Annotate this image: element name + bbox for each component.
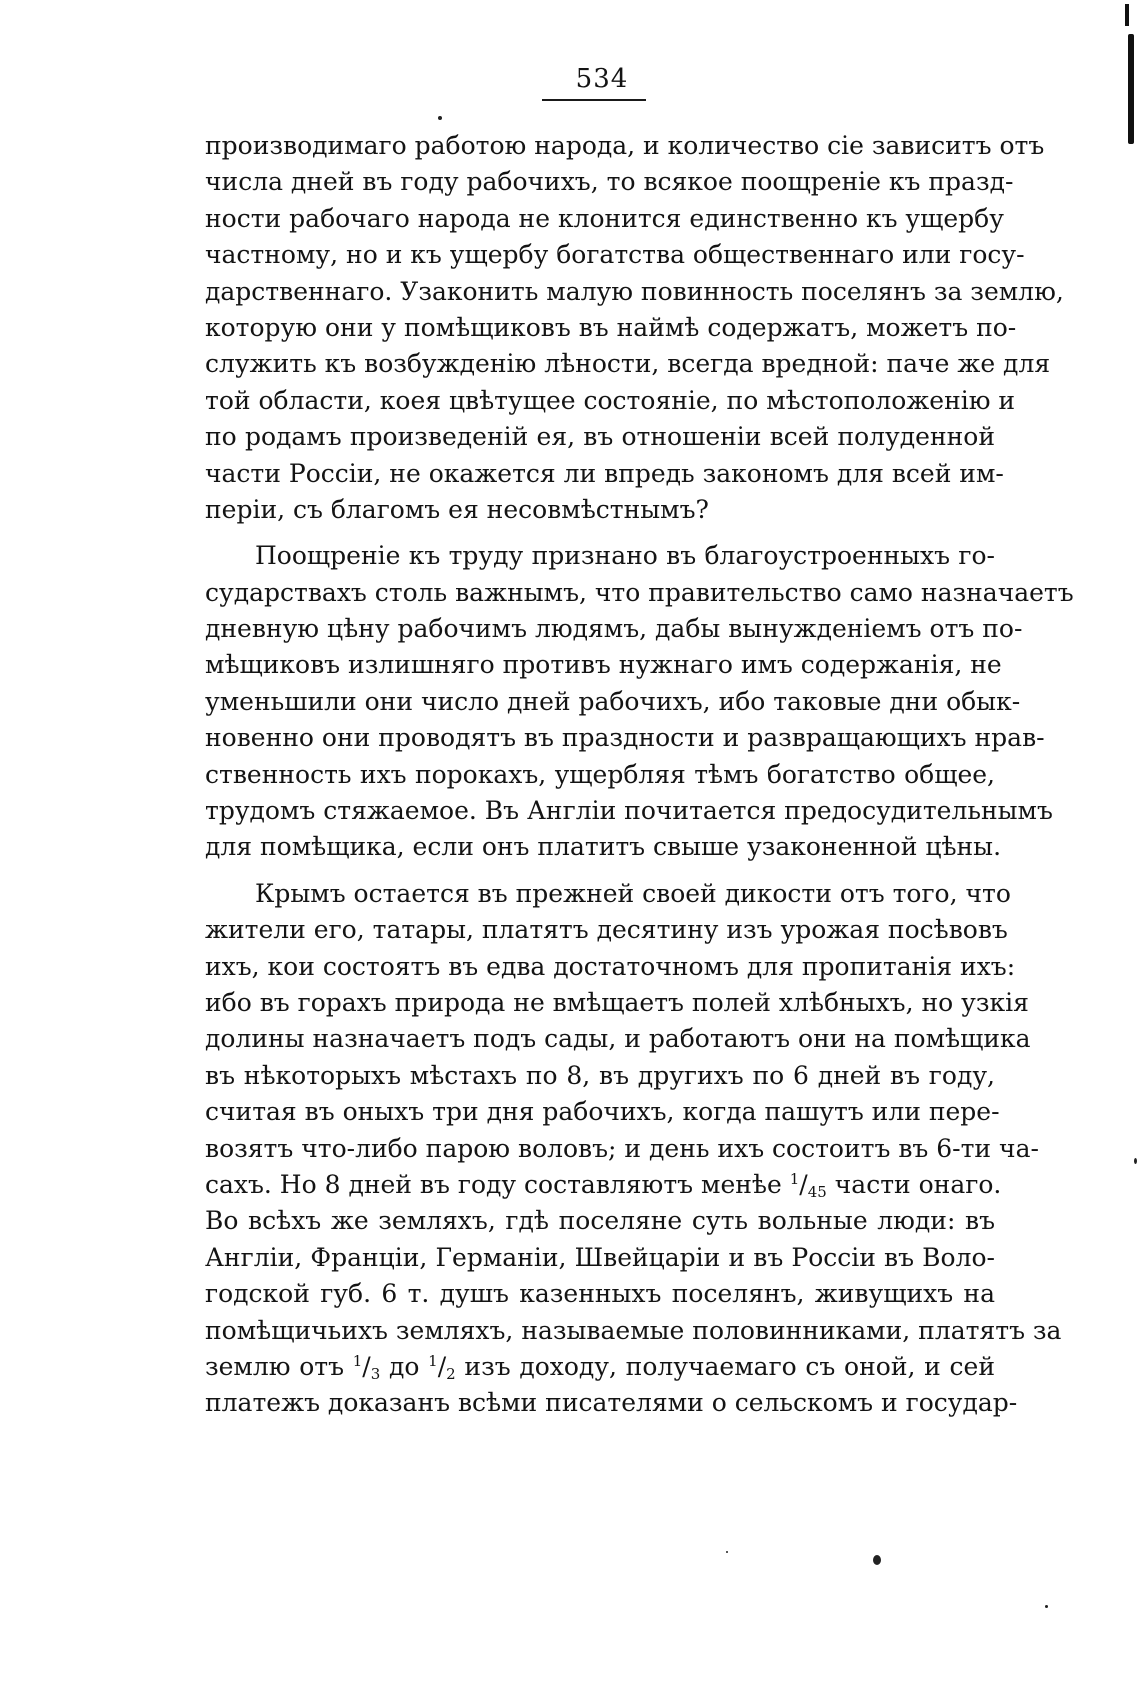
fraction-slash: / — [362, 1351, 371, 1381]
text-line: въ нѣкоторыхъ мѣстахъ по 8, въ другихъ по 6 дней въ году, — [205, 1060, 995, 1090]
text-fragment: до — [380, 1351, 429, 1381]
text-line: числа дней въ году рабочихъ, то всякое поощреніе къ празд- — [205, 167, 1014, 197]
text-line: уменьшили они число дней рабочихъ, ибо таковые дни обык- — [205, 686, 1021, 716]
text-line: ственность ихъ порокахъ, ущербляя тѣмъ богатство общее, — [205, 759, 995, 789]
scan-speck — [726, 1551, 728, 1553]
text-line: Во всѣхъ же земляхъ, гдѣ поселяне суть вольные люди: въ — [205, 1206, 995, 1236]
scan-speck — [438, 116, 442, 120]
text-fragment: землю отъ — [205, 1351, 353, 1381]
text-line-with-fraction — [205, 1167, 1002, 1203]
text-line: части Россіи, не окажется ли впредь закономъ для всей им- — [205, 458, 1004, 488]
paragraph-3 — [205, 876, 1062, 1422]
page-number-rule — [542, 99, 646, 101]
paragraph-2 — [205, 538, 1074, 866]
text-line: для помѣщика, если онъ платитъ свыше узаконенной цѣны. — [205, 832, 1002, 862]
text-line: мѣщиковъ излишняго противъ нужнаго имъ содержанія, не — [205, 650, 1002, 680]
text-line: сударствахъ столь важнымъ, что правительство само назначаетъ — [205, 577, 1074, 607]
scan-speck — [873, 1555, 881, 1565]
text-line: трудомъ стяжаемое. Въ Англіи почитается предосудительнымъ — [205, 796, 1053, 826]
text-line: считая въ оныхъ три дня рабочихъ, когда пашутъ или пере- — [205, 1097, 1000, 1127]
text-line: производимаго работою народа, и количество сіе зависитъ отъ — [205, 131, 1045, 160]
fraction-numerator: 1 — [428, 1351, 438, 1370]
text-line: жители его, татары, платятъ десятину изъ урожая посѣвовъ — [205, 915, 1008, 945]
text-line: помѣщичьихъ земляхъ, называемые половинниками, платятъ за — [205, 1315, 1062, 1345]
text-line: которую они у помѣщиковъ въ наймѣ содержатъ, можетъ по- — [205, 312, 1017, 342]
text-line: годской губ. 6 т. душъ казенныхъ поселянъ, живущихъ на — [205, 1279, 995, 1309]
fraction-denominator: 45 — [807, 1182, 827, 1201]
scan-edge-mark-top — [1125, 4, 1129, 26]
text-fragment: сахъ. Но 8 дней въ году составляютъ менѣе — [205, 1169, 790, 1199]
text-line: возятъ что-либо парою воловъ; и день ихъ состоитъ въ 6-ти ча- — [205, 1133, 1039, 1163]
text-line: долины назначаетъ подъ сады, и работаютъ они на помѣщика — [205, 1024, 1031, 1054]
text-line: служить къ возбужденію лѣности, всегда вредной: паче же для — [205, 349, 1051, 379]
text-line: платежъ доказанъ всѣми писателями о сельскомъ и государ- — [205, 1388, 1018, 1418]
page-number: 534 — [575, 64, 629, 94]
text-line: частному, но и къ ущербу богатства общественнаго или госу- — [205, 240, 1025, 270]
text-line: ихъ, кои состоятъ въ едва достаточномъ для пропитанія ихъ: — [205, 951, 1016, 981]
scan-speck — [1045, 1605, 1048, 1608]
text-line: дарственнаго. Узаконить малую повинность поселянъ за землю, — [205, 276, 1064, 306]
text-line: той области, коея цвѣтущее состояніе, по мѣстоположенію и — [205, 385, 1016, 415]
fraction-numerator: 1 — [352, 1351, 363, 1370]
text-line: періи, съ благомъ ея несовмѣстнымъ? — [205, 494, 709, 524]
text-line: ности рабочаго народа не клонится единственно къ ущербу — [205, 203, 1004, 233]
page-text — [205, 128, 1074, 1422]
text-line: Поощреніе къ труду признано въ благоустроенныхъ го- — [255, 541, 995, 571]
fraction-numerator: 1 — [789, 1169, 800, 1188]
fraction-denominator: 2 — [446, 1364, 456, 1383]
text-fragment: изъ доходу, получаемаго съ оной, и сей — [455, 1351, 995, 1381]
text-line: Англіи, Франціи, Германіи, Швейцаріи и въ Россіи въ Воло- — [205, 1242, 995, 1272]
fraction-slash: / — [799, 1169, 808, 1199]
fraction-denominator: 3 — [370, 1364, 381, 1383]
text-line: новенно они проводятъ въ праздности и развращающихъ нрав- — [205, 723, 1045, 753]
text-fragment: части онаго. — [826, 1169, 1002, 1199]
text-line: ибо въ горахъ природа не вмѣщаетъ полей хлѣбныхъ, но узкія — [205, 987, 1029, 1017]
text-line: Крымъ остается въ прежней своей дикости отъ того, что — [255, 878, 1011, 908]
paragraph-1 — [205, 128, 1064, 528]
scan-edge-mark-right — [1128, 34, 1134, 144]
text-line-with-fraction — [205, 1349, 995, 1385]
text-line: дневную цѣну рабочимъ людямъ, дабы вынужденіемъ отъ по- — [205, 614, 1023, 644]
text-line: по родамъ произведеній ея, въ отношеніи всей полуденной — [205, 422, 995, 452]
fraction-slash: / — [437, 1351, 447, 1381]
scan-speck — [1134, 1158, 1137, 1164]
